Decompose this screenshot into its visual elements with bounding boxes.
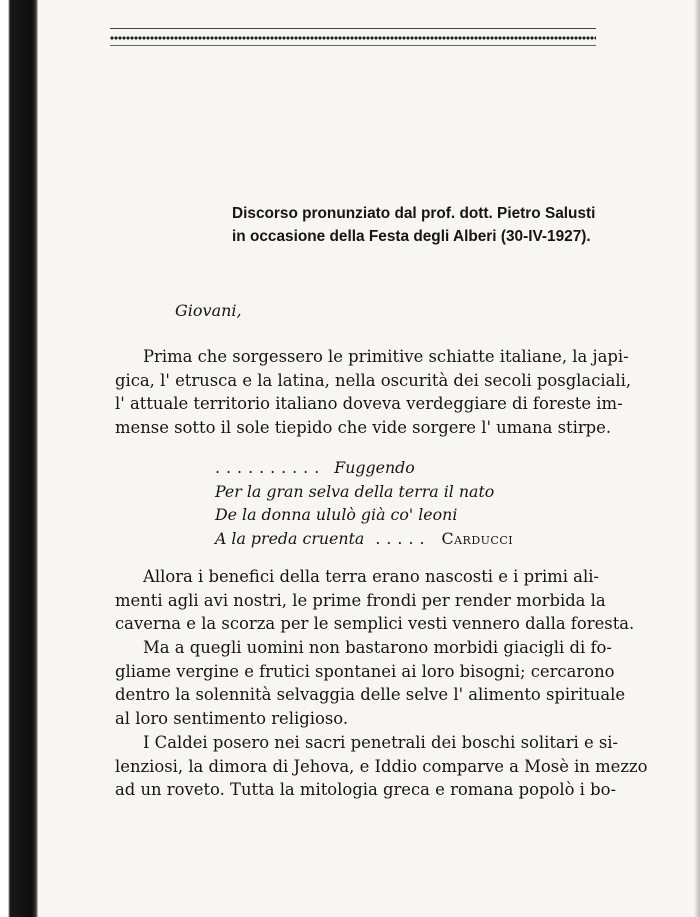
paragraph-2-line-3: caverna e la scorza per le semplici vesti vennero dalla foresta. (115, 614, 635, 634)
verse-author: Carducci (441, 528, 514, 548)
heading-line-1: Discorso pronunziato dal prof. dott. Pietro Salusti (232, 205, 596, 222)
verse-ellipsis-1: .......... (215, 458, 326, 477)
paragraph-4-line-1: I Caldei posero nei sacri penetrali dei boschi solitari e si- (143, 733, 619, 752)
heading-line-2: in occasione della Festa degli Alberi (30-IV-1927). (232, 228, 591, 245)
salutation: Giovani, (175, 301, 242, 320)
book-spine-shadow (0, 0, 38, 917)
carducci-quotation (215, 456, 545, 550)
paragraph-2-line-2: menti agli avi nostri, le prime frondi per render morbida la (115, 590, 606, 610)
verse-line-1: Fuggendo (334, 458, 415, 477)
paragraph-2-line-1: Allora i benefici della terra erano nascosti e i primi ali- (143, 567, 599, 586)
paragraph-1-line-1: Prima che sorgessero le primitive schiatte italiane, la japi- (143, 347, 629, 366)
paragraph-3 (115, 636, 626, 731)
verse-line-2: Per la gran selva della terra il nato (215, 481, 495, 501)
verse-line-4: A la preda cruenta (215, 528, 365, 548)
paragraph-3-line-4: al loro sentimento religioso. (115, 709, 349, 729)
paragraph-1-line-3: l' attuale territorio italiano doveva verdeggiare di foreste im- (115, 394, 623, 414)
header-rule-bottom (110, 45, 596, 46)
paragraph-4 (115, 731, 648, 802)
speech-heading (232, 202, 632, 248)
header-rule-top (110, 28, 596, 29)
verse-ellipsis-2: ..... (375, 528, 431, 548)
paragraph-1 (115, 345, 632, 440)
paragraph-4-line-3: ad un roveto. Tutta la mitologia greca e romana popolò i bo- (115, 780, 617, 800)
paragraph-2 (115, 565, 635, 636)
paragraph-3-line-3: dentro la solennità selvaggia delle selve l' alimento spirituale (115, 685, 626, 705)
verse-line-3: De la donna ululò già co' leoni (215, 505, 458, 524)
paragraph-3-line-2: gliame vergine e frutici spontanei ai loro bisogni; cercarono (115, 661, 615, 681)
paragraph-3-line-1: Ma a quegli uomini non bastarono morbidi giacigli di fo- (143, 638, 612, 657)
header-ornament-chain (110, 34, 596, 42)
paragraph-1-line-2: gica, l' etrusca e la latina, nella oscurità dei secoli posglaciali, (115, 370, 632, 390)
paragraph-1-line-4: mense sotto il sole tiepido che vide sorgere l' umana stirpe. (115, 418, 612, 438)
page-edge-shadow (694, 0, 700, 917)
paragraph-4-line-2: lenziosi, la dimora di Jehova, e Iddio comparve a Mosè in mezzo (115, 756, 648, 776)
